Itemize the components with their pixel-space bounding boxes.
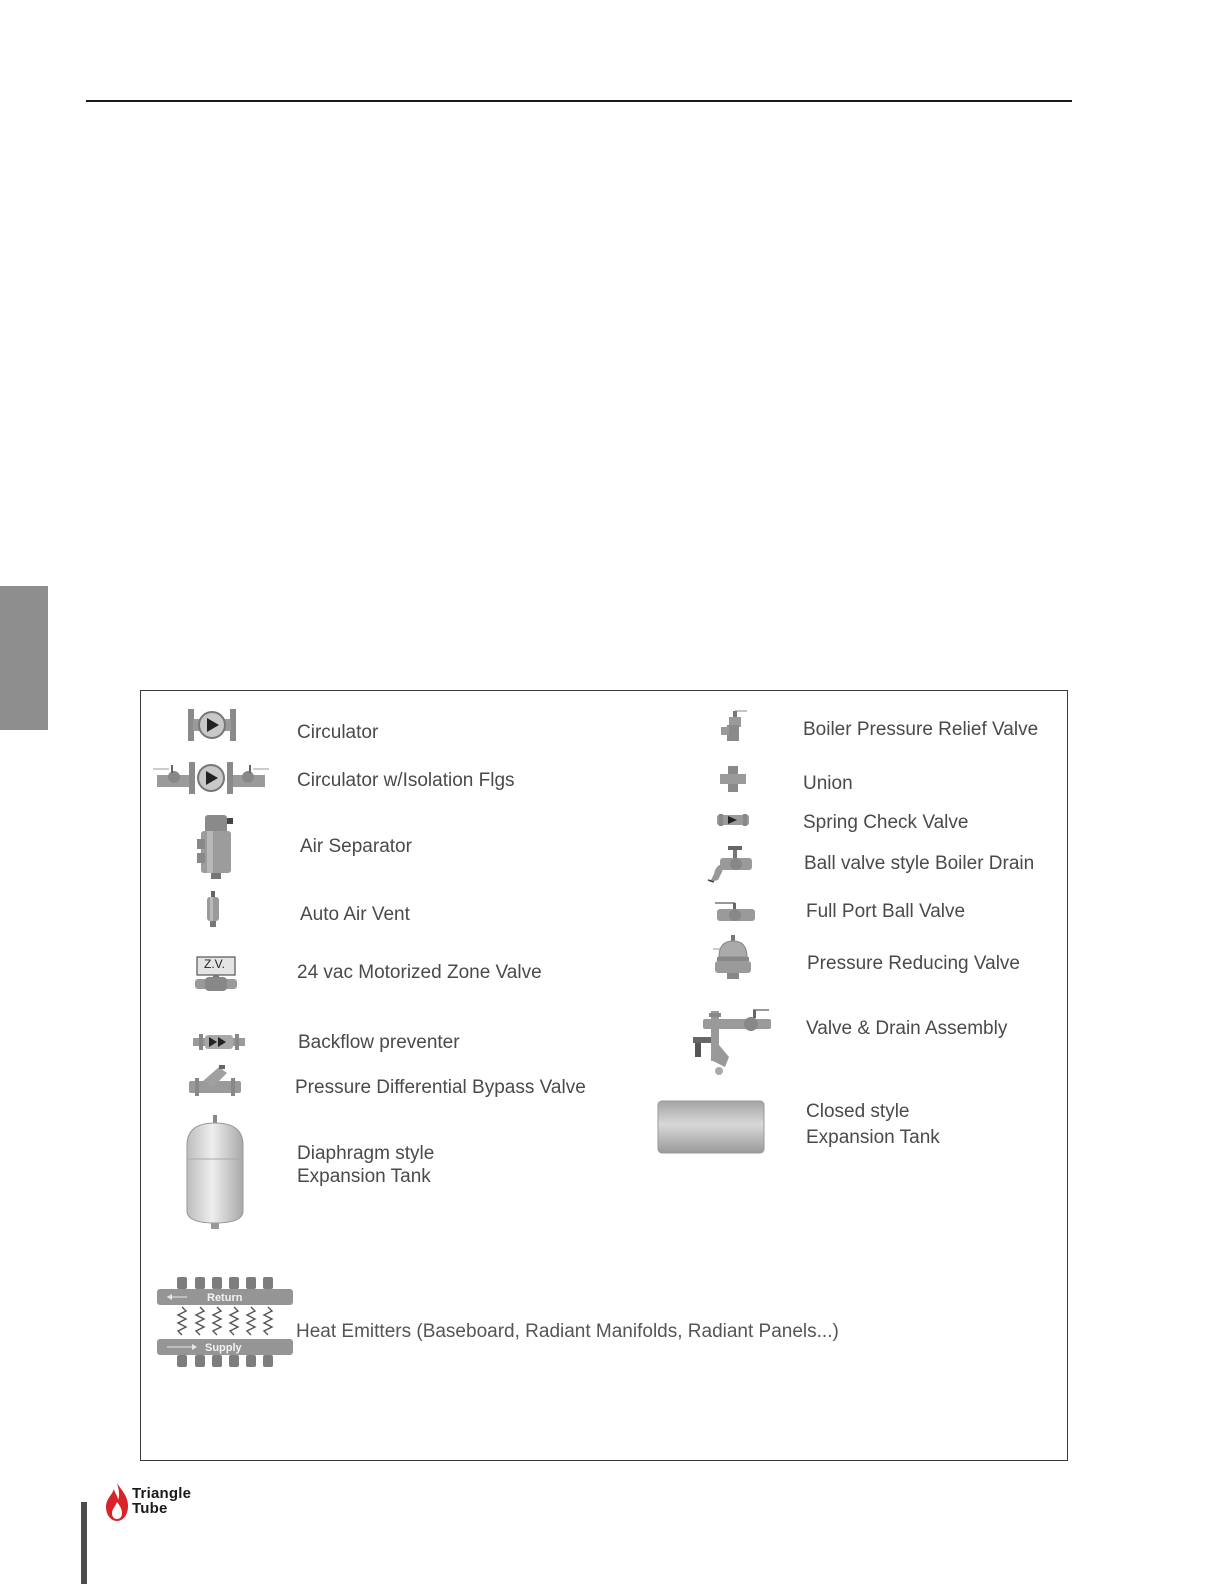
circulator-isolation-icon	[153, 757, 269, 799]
pressure-reducing-valve-icon	[713, 935, 753, 981]
circulator-label: Circulator	[297, 722, 379, 743]
boiler-drain-icon	[706, 846, 754, 884]
check-valve-label: Spring Check Valve	[803, 812, 969, 833]
auto-air-vent-icon	[204, 891, 224, 929]
check-valve-icon	[717, 812, 749, 828]
bypass-valve-icon	[189, 1065, 241, 1097]
section-tab	[0, 586, 48, 730]
header-rule	[86, 100, 1072, 102]
backflow-preventer-label: Backflow preventer	[298, 1032, 460, 1053]
relief-valve-icon	[721, 709, 749, 743]
closed-tank-label-2: Expansion Tank	[806, 1127, 940, 1148]
zone-valve-tag: Z.V.	[204, 957, 225, 971]
auto-air-vent-label: Auto Air Vent	[300, 904, 410, 925]
union-label: Union	[803, 773, 853, 794]
footer-bar	[81, 1502, 87, 1584]
valve-drain-assembly-label: Valve & Drain Assembly	[806, 1018, 1008, 1039]
circulator-icon	[188, 705, 236, 745]
brand-name	[132, 1486, 191, 1516]
bypass-valve-label: Pressure Differential Bypass Valve	[295, 1077, 586, 1098]
backflow-preventer-icon	[193, 1031, 245, 1053]
diaphragm-tank-label-2: Expansion Tank	[297, 1166, 431, 1187]
brand-name-line2: Tube	[132, 1500, 168, 1517]
zone-valve-label: 24 vac Motorized Zone Valve	[297, 962, 542, 983]
air-separator-label: Air Separator	[300, 836, 412, 857]
pressure-reducing-valve-label: Pressure Reducing Valve	[807, 953, 1020, 974]
heat-emitters-label: Heat Emitters (Baseboard, Radiant Manifolds, Radiant Panels...)	[296, 1321, 839, 1342]
ball-valve-label: Full Port Ball Valve	[806, 901, 966, 922]
symbol-legend	[140, 690, 1068, 1461]
return-label: Return	[207, 1292, 243, 1304]
relief-valve-label: Boiler Pressure Relief Valve	[803, 719, 1039, 740]
valve-drain-assembly-icon	[689, 1007, 771, 1079]
closed-tank-label-1: Closed style	[806, 1101, 910, 1122]
circulator-isolation-label: Circulator w/Isolation Flgs	[297, 770, 515, 791]
ball-valve-icon	[713, 899, 755, 923]
diaphragm-tank-icon	[183, 1115, 247, 1231]
brand-name-line1: Triangle	[132, 1485, 192, 1502]
boiler-drain-label: Ball valve style Boiler Drain	[804, 853, 1035, 874]
closed-tank-icon	[656, 1099, 766, 1155]
brand-logo	[104, 1482, 214, 1522]
flame-icon	[104, 1482, 130, 1522]
diaphragm-tank-label-1: Diaphragm style	[297, 1143, 435, 1164]
union-icon	[720, 766, 746, 792]
supply-label: Supply	[205, 1342, 242, 1354]
air-separator-icon	[195, 813, 241, 881]
